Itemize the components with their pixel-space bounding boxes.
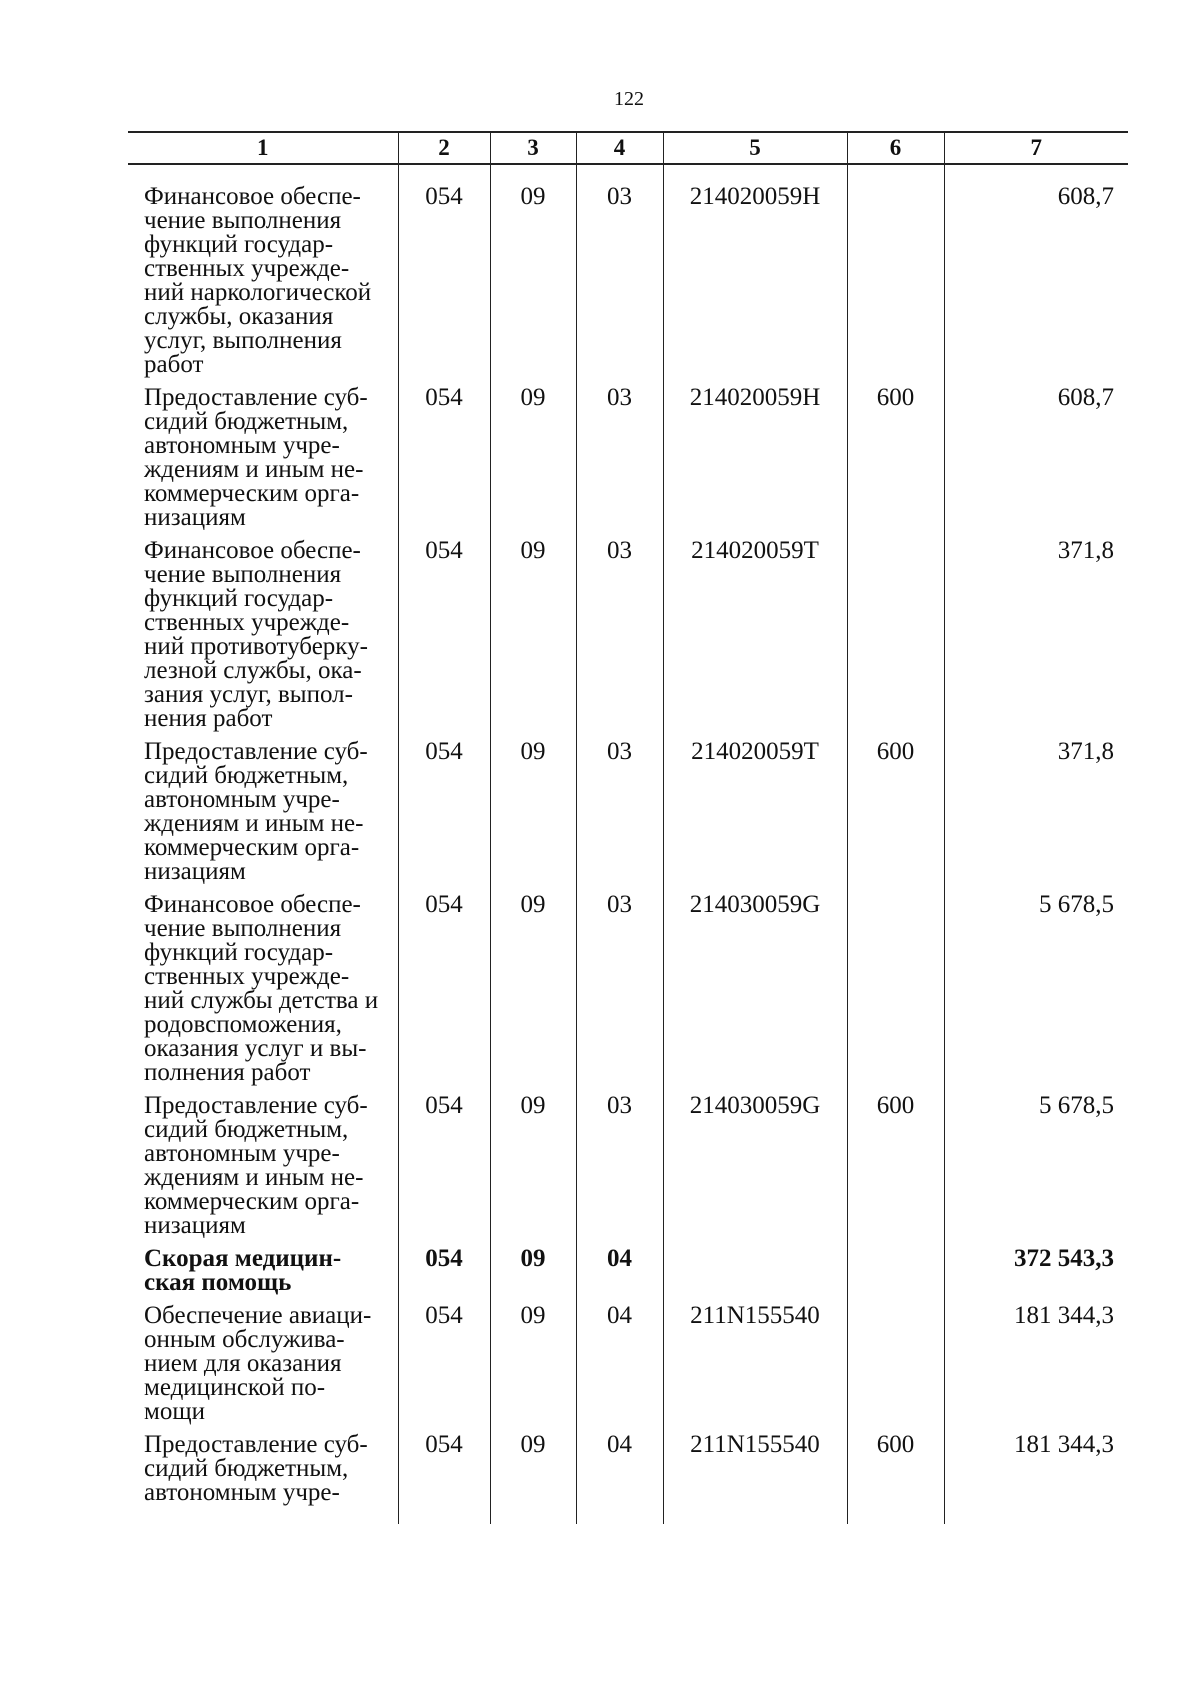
table-row: [128, 1247, 1128, 1304]
row-col-2: 054: [398, 1433, 490, 1524]
row-col-2: 054: [398, 1247, 490, 1304]
row-col-7: 181 344,3: [944, 1433, 1128, 1524]
table-row: [128, 1304, 1128, 1433]
header-col-3: 3: [490, 132, 576, 164]
row-col-7: 5 678,5: [944, 1094, 1128, 1247]
header-row: [128, 132, 1128, 164]
table-row: [128, 893, 1128, 1094]
header-col-7: 7: [944, 132, 1128, 164]
row-col-6: [847, 1247, 944, 1304]
row-description: Предоставление суб- сидий бюджетным, автономным учре-: [144, 1431, 368, 1506]
row-col-3: 09: [490, 1247, 576, 1304]
row-col-7: 181 344,3: [944, 1304, 1128, 1433]
row-col-7: 608,7: [944, 164, 1128, 386]
row-col-7: 371,8: [944, 740, 1128, 893]
row-col-6: 600: [847, 740, 944, 893]
row-col-3: 09: [490, 539, 576, 740]
row-col-3: 09: [490, 893, 576, 1094]
row-col-5: 214020059H: [663, 386, 847, 539]
row-col-4: 03: [576, 740, 663, 893]
row-description: Предоставление суб- сидий бюджетным, автономным учре- ждениям и иным не- коммерческим орга- низациям: [144, 738, 368, 885]
row-col-6: 600: [847, 1433, 944, 1524]
row-description: Обеспечение авиаци- онным обслужива- нием для оказания медицинской по- мощи: [144, 1302, 372, 1425]
row-col-6: 600: [847, 386, 944, 539]
table-body: [128, 164, 1128, 1524]
row-col-5: [663, 1247, 847, 1304]
row-col-2: 054: [398, 539, 490, 740]
header-col-4: 4: [576, 132, 663, 164]
row-col-2: 054: [398, 1304, 490, 1433]
row-col-7: 372 543,3: [944, 1247, 1128, 1304]
header-col-6: 6: [847, 132, 944, 164]
row-col-3: 09: [490, 1094, 576, 1247]
row-col-5: 214030059G: [663, 893, 847, 1094]
row-col-3: 09: [490, 1304, 576, 1433]
row-col-6: [847, 539, 944, 740]
row-col-2: 054: [398, 386, 490, 539]
row-description: Предоставление суб- сидий бюджетным, автономным учре- ждениям и иным не- коммерческим орга- низациям: [144, 1092, 368, 1239]
row-col-7: 608,7: [944, 386, 1128, 539]
page-number: 122: [614, 88, 644, 110]
row-col-4: 03: [576, 539, 663, 740]
row-col-5: 211N155540: [663, 1304, 847, 1433]
row-col-2: 054: [398, 740, 490, 893]
row-col-3: 09: [490, 1433, 576, 1524]
row-col-5: 214020059T: [663, 539, 847, 740]
row-col-3: 09: [490, 740, 576, 893]
row-col-2: 054: [398, 164, 490, 386]
row-description: Финансовое обеспе- чение выполнения функций государ- ственных учрежде- ний противотуберку- лезной службы, ока- зания услуг, выпол- нения работ: [144, 537, 368, 732]
row-col-7: 371,8: [944, 539, 1128, 740]
row-col-4: 04: [576, 1247, 663, 1304]
budget-table: [128, 131, 1128, 1524]
row-col-4: 03: [576, 386, 663, 539]
row-col-6: [847, 1304, 944, 1433]
row-col-6: 600: [847, 1094, 944, 1247]
row-col-3: 09: [490, 386, 576, 539]
row-description: Предоставление суб- сидий бюджетным, автономным учре- ждениям и иным не- коммерческим орга- низациям: [144, 384, 368, 531]
row-col-3: 09: [490, 164, 576, 386]
table-row: [128, 740, 1128, 893]
table-row: [128, 539, 1128, 740]
row-col-5: 214030059G: [663, 1094, 847, 1247]
row-description: Скорая медицин- ская помощь: [144, 1245, 342, 1296]
row-col-5: 214020059H: [663, 164, 847, 386]
row-col-6: [847, 164, 944, 386]
row-col-4: 04: [576, 1433, 663, 1524]
row-col-5: 214020059T: [663, 740, 847, 893]
row-col-7: 5 678,5: [944, 893, 1128, 1094]
row-description: Финансовое обеспе- чение выполнения функций государ- ственных учрежде- ний службы детства и родовспоможения, оказания услуг и вы- полнения работ: [144, 891, 379, 1086]
header-col-2: 2: [398, 132, 490, 164]
row-col-4: 03: [576, 164, 663, 386]
table-row: [128, 1433, 1128, 1524]
table-row: [128, 164, 1128, 386]
row-col-5: 211N155540: [663, 1433, 847, 1524]
row-col-2: 054: [398, 893, 490, 1094]
row-col-6: [847, 893, 944, 1094]
header-col-1: 1: [128, 132, 398, 164]
row-description: Финансовое обеспе- чение выполнения функций государ- ственных учрежде- ний наркологической службы, оказания услуг, выполнения работ: [144, 183, 372, 378]
header-col-5: 5: [663, 132, 847, 164]
table-row: [128, 386, 1128, 539]
table-row: [128, 1094, 1128, 1247]
row-col-4: 03: [576, 893, 663, 1094]
row-col-4: 04: [576, 1304, 663, 1433]
row-col-4: 03: [576, 1094, 663, 1247]
row-col-2: 054: [398, 1094, 490, 1247]
